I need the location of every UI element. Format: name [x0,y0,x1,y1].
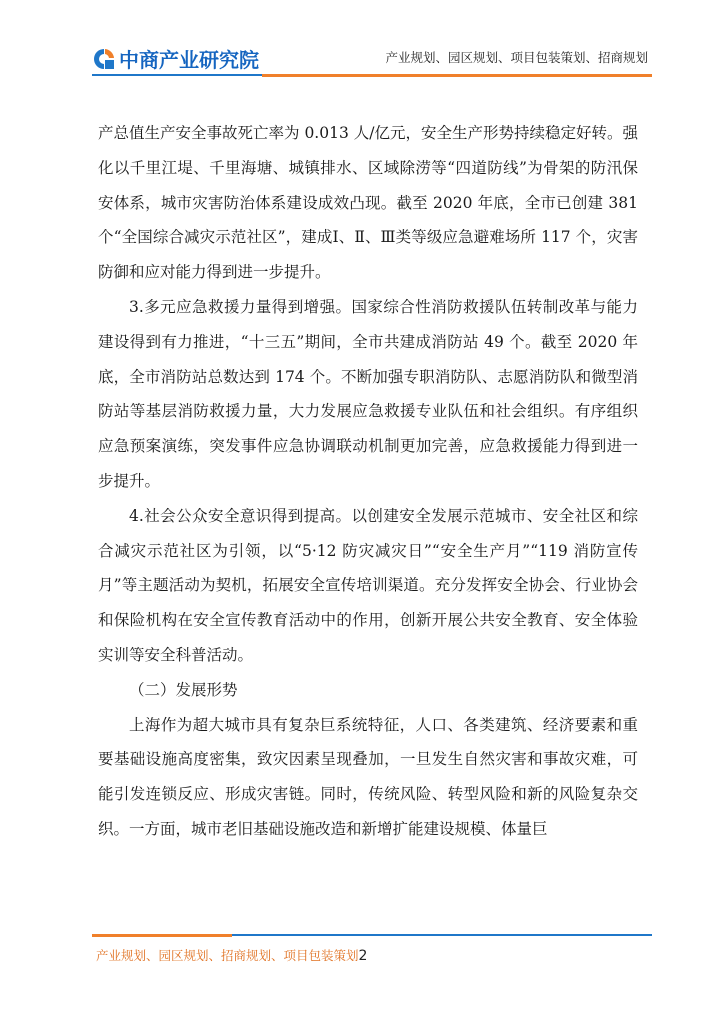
header-divider-orange [262,74,652,77]
footer-divider-blue [232,934,652,936]
document-body [98,116,638,847]
page-header [0,0,724,90]
page-number: 2 [358,948,368,964]
paragraph-shanghai-situation: 上海作为超大城市具有复杂巨系统特征，人口、各类建筑、经济要素和重要基础设施高度密集，致灾因素呈现叠加，一旦发生自然灾害和事故灾难，可能引发连锁反应、形成灾害链。同时，传统风险、转型风险和新的风险复杂交织。一方面，城市老旧基础设施改造和新增扩能建设规模、体量巨 [98,715,638,838]
paragraph-continuation: 产总值生产安全事故死亡率为 0.013 人/亿元，安全生产形势持续稳定好转。强化以千里江堤、千里海塘、城镇排水、区域除涝等“四道防线”为骨架的防汛保安体系，城市灾害防治体系建设成效凸现。截至 2020 年底，全市已创建 381 个“全国综合减灾示范社区”，建成Ⅰ、Ⅱ、Ⅲ类等级应急避难场所 117 个，灾害防御和应对能力得到进一步提升。 [98,124,638,282]
company-logo [92,44,259,73]
section-heading-development-situation: （二）发展形势 [129,680,238,699]
page-footer [96,946,367,964]
footer-divider-orange [92,934,232,937]
paragraph-rescue-forces: 3.多元应急救援力量得到增强。国家综合性消防救援队伍转制改革与能力建设得到有力推进，“十三五”期间，全市共建成消防站 49 个。截至 2020 年底，全市消防站总数达到 174 个。不断加强专职消防队、志愿消防队和微型消防站等基层消防救援力量，大力发展应急救援专业队伍和社会组织。有序组织应急预案演练，突发事件应急协调联动机制更加完善，应急救援能力得到进一步提升。 [98,297,638,490]
header-slogan: 产业规划、园区规划、项目包装策划、招商规划 [385,50,648,65]
logo-text: 中商产业研究院 [119,48,259,72]
header-divider-blue [92,74,262,76]
footer-slogan: 产业规划、园区规划、招商规划、项目包装策划 [96,948,359,963]
logo-mark-icon [92,47,116,71]
paragraph-public-awareness: 4.社会公众安全意识得到提高。以创建安全发展示范城市、安全社区和综合减灾示范社区为引领，以“5·12 防灾减灾日”“安全生产月”“119 消防宣传月”等主题活动为契机，拓展安全宣传培训渠道。充分发挥安全协会、行业协会和保险机构在安全宣传教育活动中的作用，创新开展公共安全教育、安全体验实训等安全科普活动。 [98,506,638,664]
